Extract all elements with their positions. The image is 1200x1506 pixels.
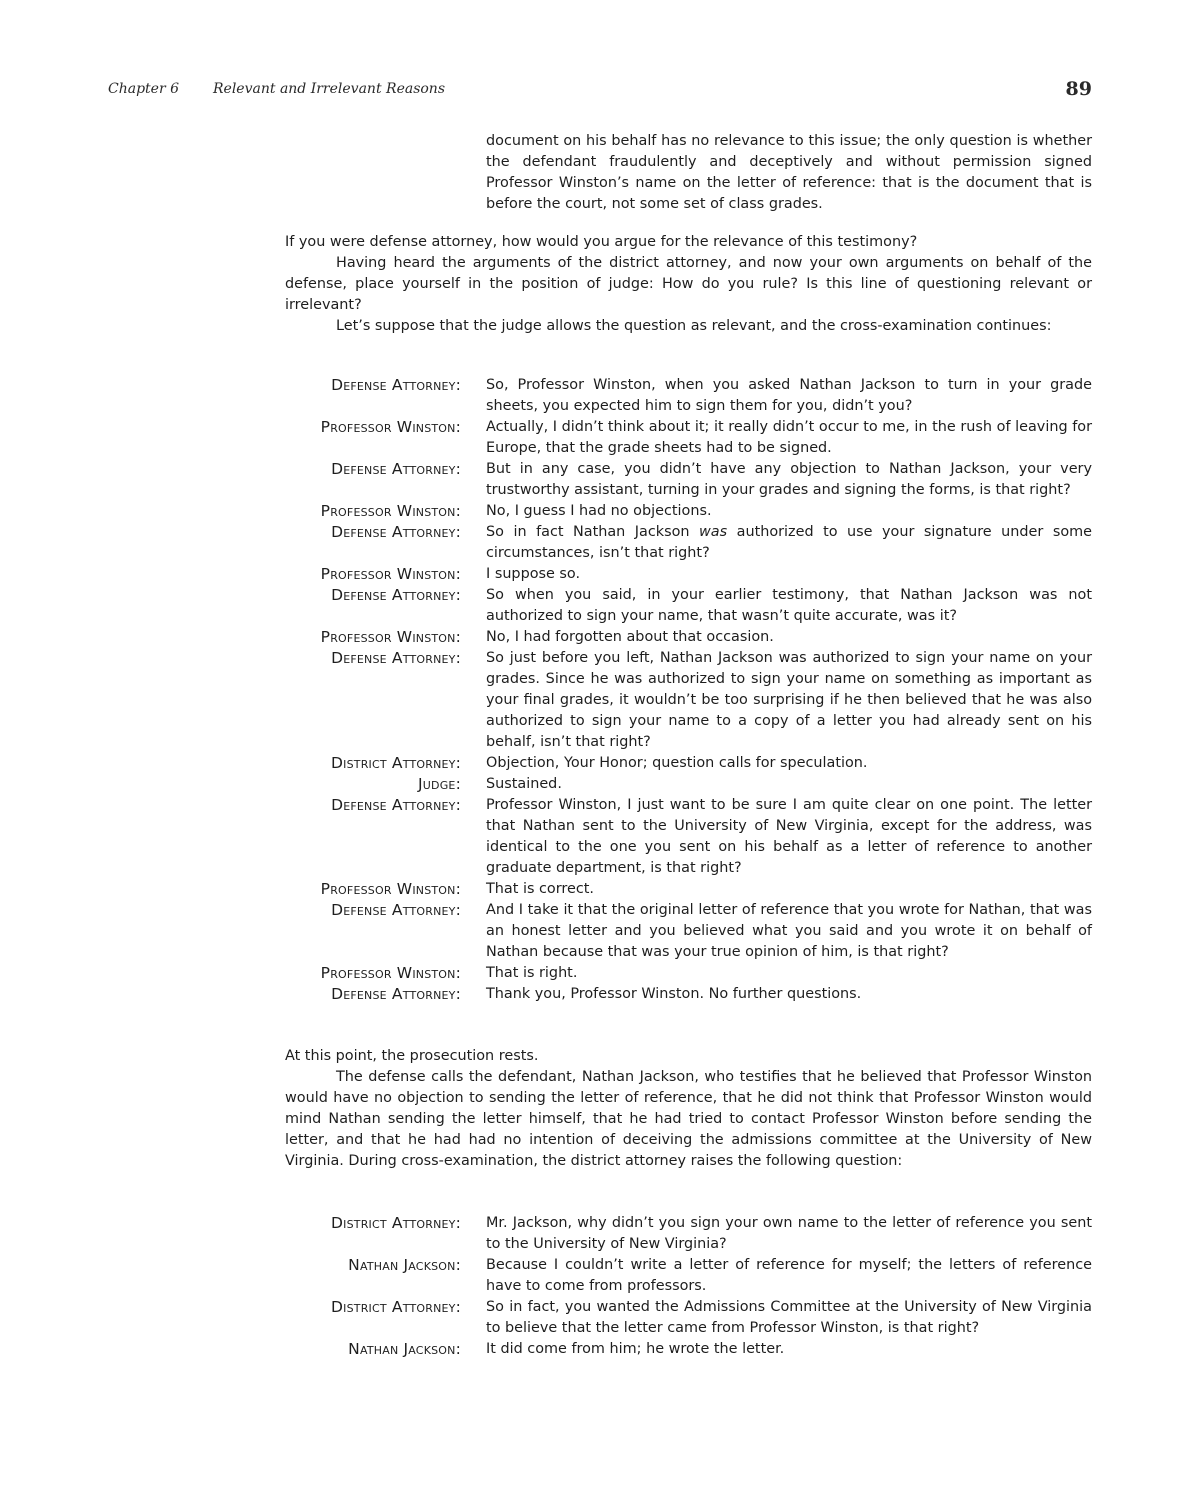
speaker-label: Professor Winston: (320, 502, 461, 520)
dialogue-row (268, 753, 1092, 774)
dialogue-row (268, 879, 1092, 900)
outro-section (285, 1046, 1092, 1172)
dialogue-text: So when you said, in your earlier testimony, that Nathan Jackson was not authorized to sign your name, that wasn’t quite accurate, was it? (486, 587, 1092, 624)
dialogue-text: So in fact, you wanted the Admissions Committee at the University of New Virginia to believe that the letter came from Professor Winston, is that right? (486, 1299, 1092, 1336)
emphasized-word: was (699, 524, 728, 540)
speaker-label: Defense Attorney: (331, 460, 461, 478)
quote-continuation: document on his behalf has no relevance to this issue; the only question is whether the defendant fraudulently and deceptively and without permission signed Professor Winston’s name on the letter of reference: that is the document that is before the court, not some set of class grades. (486, 133, 1092, 212)
dialogue-text: Because I couldn’t write a letter of reference for myself; the letters of reference have to come from professors. (486, 1257, 1092, 1294)
speaker-label: Judge: (418, 775, 461, 793)
intro-paragraph: If you were defense attorney, how would you argue for the relevance of this testimony? (285, 234, 918, 250)
dialogue-text: And I take it that the original letter of reference that you wrote for Nathan, that was an honest letter and you believed what you said and you wrote it on behalf of Nathan because that was your true opinion of him, is that right? (486, 902, 1092, 960)
dialogue-row (268, 375, 1092, 417)
defendant-cross-examination-dialogue (268, 1213, 1092, 1360)
speaker-label: Defense Attorney: (331, 985, 461, 1003)
speaker-label: Defense Attorney: (331, 376, 461, 394)
speaker-label: Professor Winston: (320, 418, 461, 436)
running-header (108, 78, 1092, 102)
dialogue-text-part: So in fact Nathan Jackson (486, 524, 700, 540)
dialogue-text: So just before you left, Nathan Jackson was authorized to sign your name on your grades. Since he was authorized to sign your name on something as important as your final grades, it wouldn’t be too surprising if he then believed that he was also authorized to sign your name to a copy of a letter you had already sent on his behalf, isn’t that right? (486, 650, 1092, 750)
dialogue-row (268, 963, 1092, 984)
dialogue-text: No, I had forgotten about that occasion. (486, 629, 774, 645)
speaker-label: Professor Winston: (320, 565, 461, 583)
dialogue-row (268, 522, 1092, 564)
dialogue-text: So, Professor Winston, when you asked Nathan Jackson to turn in your grade sheets, you expected him to sign them for you, didn’t you? (486, 377, 1092, 414)
speaker-label: Defense Attorney: (331, 586, 461, 604)
dialogue-row (268, 900, 1092, 963)
speaker-label: Professor Winston: (320, 628, 461, 646)
chapter-label: Chapter 6 (108, 81, 179, 97)
speaker-label: Nathan Jackson: (348, 1256, 461, 1274)
dialogue-text: That is correct. (486, 881, 594, 897)
dialogue-text (486, 522, 1092, 564)
dialogue-text: It did come from him; he wrote the letter. (486, 1341, 785, 1357)
speaker-label: Defense Attorney: (331, 901, 461, 919)
speaker-label: Professor Winston: (320, 964, 461, 982)
dialogue-row (268, 1339, 1092, 1360)
outro-paragraph: The defense calls the defendant, Nathan Jackson, who testifies that he believed that Professor Winston would have no objection to sending the letter of reference, that he did not think that Professor Winston would mind Nathan sending the letter himself, that he had tried to contact Professor Winston before sending the letter, and that he had had no intention of deceiving the admissions committee at the University of New Virginia. During cross-examination, the district attorney raises the following question: (285, 1069, 1092, 1169)
dialogue-text: No, I guess I had no objections. (486, 503, 712, 519)
dialogue-row (268, 459, 1092, 501)
speaker-label: Nathan Jackson: (348, 1340, 461, 1358)
dialogue-row (268, 585, 1092, 627)
speaker-label: Defense Attorney: (331, 796, 461, 814)
dialogue-text: Thank you, Professor Winston. No further questions. (486, 986, 862, 1002)
speaker-label: District Attorney: (331, 1298, 461, 1316)
chapter-title: Relevant and Irrelevant Reasons (213, 81, 446, 97)
dialogue-row (268, 564, 1092, 585)
intro-section (285, 232, 1092, 337)
speaker-label: Professor Winston: (320, 880, 461, 898)
cross-examination-dialogue (268, 375, 1092, 1005)
dialogue-text: But in any case, you didn’t have any objection to Nathan Jackson, your very trustworthy assistant, turning in your grades and signing the forms, is that right? (486, 461, 1092, 498)
speaker-label: District Attorney: (331, 754, 461, 772)
dialogue-text: Sustained. (486, 776, 562, 792)
dialogue-row (268, 1297, 1092, 1339)
outro-paragraph: At this point, the prosecution rests. (285, 1048, 539, 1064)
intro-paragraph: Let’s suppose that the judge allows the question as relevant, and the cross-examination continues: (336, 318, 1052, 334)
intro-paragraph: Having heard the arguments of the district attorney, and now your own arguments on behalf of the defense, place yourself in the position of judge: How do you rule? Is this line of questioning relevant or irrelevant? (285, 255, 1092, 313)
dialogue-row (268, 417, 1092, 459)
dialogue-row (268, 774, 1092, 795)
dialogue-text: That is right. (486, 965, 578, 981)
speaker-label: Defense Attorney: (331, 649, 461, 667)
speaker-label: Defense Attorney: (331, 523, 461, 541)
dialogue-text: Professor Winston, I just want to be sure I am quite clear on one point. The letter that Nathan sent to the University of New Virginia, except for the address, was identical to the one you sent on his behalf as a letter of reference to another graduate department, is that right? (486, 797, 1092, 876)
dialogue-text: Objection, Your Honor; question calls for speculation. (486, 755, 868, 771)
dialogue-row (268, 627, 1092, 648)
dialogue-text-part: authorized to use your signature under some circumstances, isn’t that right? (486, 524, 1092, 561)
dialogue-row (268, 501, 1092, 522)
dialogue-row (268, 1213, 1092, 1255)
dialogue-row (268, 1255, 1092, 1297)
dialogue-text: Mr. Jackson, why didn’t you sign your own name to the letter of reference you sent to the University of New Virginia? (486, 1215, 1092, 1252)
dialogue-text: I suppose so. (486, 566, 581, 582)
dialogue-row (268, 984, 1092, 1005)
dialogue-row (268, 795, 1092, 879)
page-number: 89 (1065, 78, 1092, 100)
speaker-label: District Attorney: (331, 1214, 461, 1232)
dialogue-row (268, 648, 1092, 753)
dialogue-text: Actually, I didn’t think about it; it really didn’t occur to me, in the rush of leaving for Europe, that the grade sheets had to be signed. (486, 419, 1092, 456)
